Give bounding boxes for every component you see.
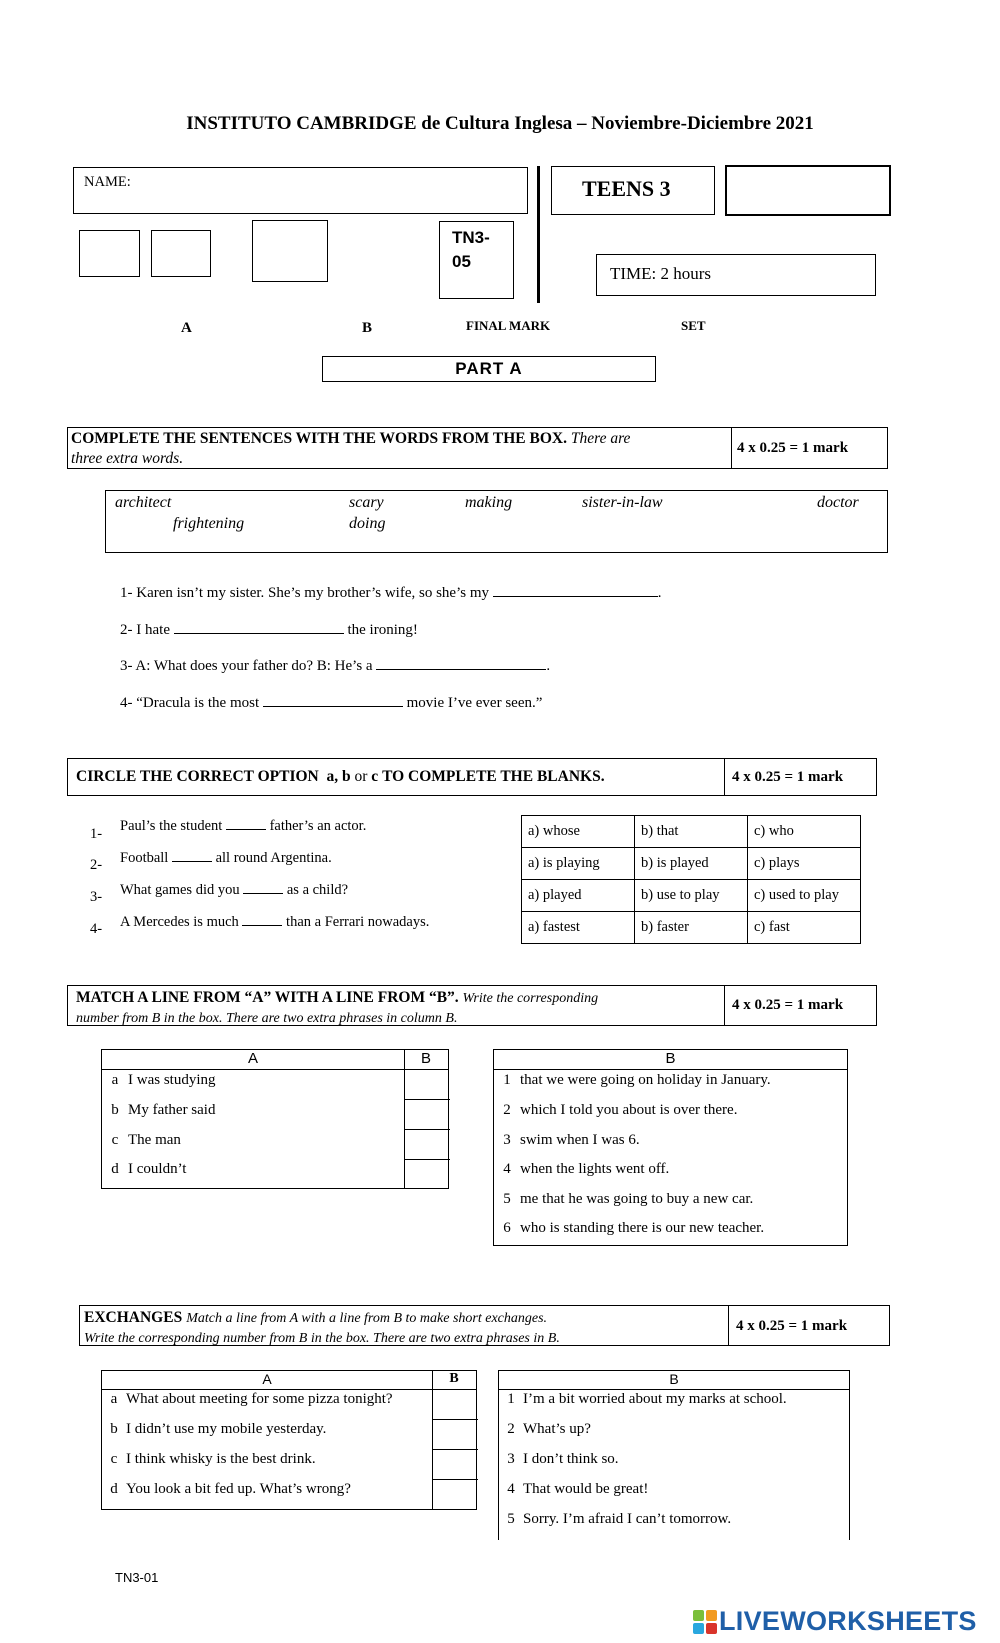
list-item: c I think whisky is the best drink. <box>110 1451 316 1467</box>
word-item: doing <box>349 515 386 532</box>
answer-box[interactable] <box>405 1160 449 1189</box>
label-set: SET <box>681 318 706 333</box>
option-cell[interactable]: a) fastest <box>522 912 635 944</box>
answer-box[interactable] <box>405 1070 449 1099</box>
option-cell[interactable]: b) that <box>635 816 748 848</box>
option-cell[interactable]: c) who <box>748 816 861 848</box>
time-label: TIME: 2 hours <box>610 264 712 283</box>
column-b-header: B <box>665 1050 676 1067</box>
option-cell[interactable]: b) is played <box>635 848 748 880</box>
name-label: NAME: <box>84 174 131 190</box>
question-2: Football all round Argentina. <box>120 850 332 866</box>
section4-instruction: EXCHANGES <box>84 1309 183 1326</box>
question-number: 1- <box>90 826 103 842</box>
section1-instruction-box <box>67 427 888 469</box>
document-title: INSTITUTO CAMBRIDGE de Cultura Inglesa – Noviembre-Diciembre 2021 <box>186 113 814 134</box>
code-line2: 05 <box>452 252 471 271</box>
sentence-3-end: . <box>546 658 551 674</box>
list-item: 5 me that he was going to buy a new car. <box>503 1191 754 1207</box>
list-item: 3 swim when I was 6. <box>503 1132 640 1148</box>
question-1: Paul’s the student father’s an actor. <box>120 818 367 834</box>
question-blank <box>243 883 283 894</box>
sentence-1 <box>120 584 662 602</box>
code-line1: TN3- <box>452 228 490 247</box>
answer-box[interactable] <box>433 1480 477 1509</box>
question-number: 4- <box>90 921 103 937</box>
question-number: 3- <box>90 889 103 905</box>
list-item: d I couldn’t <box>111 1161 187 1177</box>
answer-box[interactable] <box>405 1100 449 1129</box>
level-label: TEENS 3 <box>582 176 671 201</box>
label-a: A <box>181 320 192 336</box>
code-box <box>439 221 514 299</box>
answer-blank-2[interactable] <box>174 621 344 634</box>
section1-instruction: COMPLETE THE SENTENCES WITH THE WORDS FROM THE BOX. <box>71 430 567 447</box>
option-cell[interactable]: c) plays <box>748 848 861 880</box>
section4-instruction-note-1: Match a line from A with a line from B to make short exchanges. <box>186 1311 548 1326</box>
sentence-2 <box>120 621 418 639</box>
option-cell[interactable]: c) fast <box>748 912 861 944</box>
section3-instruction: MATCH A LINE FROM “A” WITH A LINE FROM “B”. <box>76 989 459 1006</box>
word-item: frightening <box>173 515 245 532</box>
list-item: 2 What’s up? <box>507 1421 591 1437</box>
answer-blank-3[interactable] <box>376 657 546 670</box>
answer-box[interactable] <box>433 1390 477 1419</box>
sentence-2-end: the ironing! <box>347 622 418 638</box>
word-item: sister-in-law <box>582 494 663 511</box>
column-a-header: A <box>247 1050 258 1067</box>
answer-box[interactable] <box>405 1130 449 1159</box>
question-4: A Mercedes is much than a Ferrari nowadays. <box>120 914 430 930</box>
list-item: a What about meeting for some pizza tonight? <box>110 1391 393 1407</box>
exchange-column-b <box>498 1370 850 1540</box>
option-cell[interactable]: c) used to play <box>748 880 861 912</box>
footer-code: TN3-01 <box>115 1570 159 1585</box>
section4-instruction-note-2: Write the corresponding number from B in the box. There are two extra phrases in B. <box>84 1331 560 1346</box>
label-final-mark: FINAL MARK <box>466 318 551 333</box>
sentence-3 <box>120 657 550 675</box>
answer-blank-1[interactable] <box>493 584 658 597</box>
question-blank <box>172 851 212 862</box>
list-item: 2 which I told you about is over there. <box>503 1102 738 1118</box>
section3-instruction-note-1: Write the corresponding <box>462 991 599 1006</box>
match-column-b <box>493 1049 848 1246</box>
list-item: 1 that we were going on holiday in January. <box>503 1072 771 1088</box>
sentence-2-text: 2- I hate <box>120 622 170 638</box>
section4-mark: 4 x 0.25 = 1 mark <box>736 1318 848 1334</box>
section3-instruction-box <box>67 985 877 1026</box>
answer-box[interactable] <box>433 1450 477 1479</box>
mark-box-b[interactable] <box>252 220 328 282</box>
section4-instruction-box <box>79 1305 890 1346</box>
option-cell[interactable]: b) faster <box>635 912 748 944</box>
list-item: 6 who is standing there is our new teacher. <box>503 1220 765 1236</box>
list-item: 3 I don’t think so. <box>507 1451 619 1467</box>
exchange-column-a <box>101 1370 477 1510</box>
answer-blank-4[interactable] <box>263 694 403 707</box>
word-item: scary <box>349 494 384 511</box>
section1-instruction-note-1: There are <box>570 430 631 447</box>
question-blank <box>226 819 266 830</box>
logo-icon <box>693 1610 717 1634</box>
sentence-4 <box>120 694 542 712</box>
list-item: a I was studying <box>111 1072 216 1088</box>
question-3: What games did you as a child? <box>120 882 349 898</box>
part-banner <box>322 356 656 382</box>
list-item: c The man <box>111 1132 181 1148</box>
section2-mark: 4 x 0.25 = 1 mark <box>732 769 844 785</box>
question-number: 2- <box>90 857 103 873</box>
section2-instruction: CIRCLE THE CORRECT OPTION a, b or c TO COMPLETE THE BLANKS. <box>76 768 605 785</box>
list-item: b I didn’t use my mobile yesterday. <box>110 1421 327 1437</box>
section1-instruction-note-2: three extra words. <box>71 450 184 467</box>
set-box[interactable] <box>725 165 891 216</box>
level-box <box>551 166 715 215</box>
list-item: b My father said <box>111 1102 216 1118</box>
section3-instruction-note-2: number from B in the box. There are two extra phrases in column B. <box>76 1011 458 1026</box>
name-field-box[interactable] <box>73 167 528 214</box>
option-cell[interactable]: b) use to play <box>635 880 748 912</box>
header-divider <box>537 166 540 303</box>
options-table <box>521 815 861 944</box>
section2-instruction-box <box>67 758 877 796</box>
sentence-4-end: movie I’ve ever seen.” <box>406 695 543 711</box>
option-cell[interactable]: a) whose <box>522 816 635 848</box>
list-item: 1 I’m a bit worried about my marks at school. <box>507 1391 787 1407</box>
list-item: 5 Sorry. I’m afraid I can’t tomorrow. <box>507 1511 732 1527</box>
part-label: PART A <box>455 359 523 378</box>
answer-box[interactable] <box>433 1420 477 1449</box>
word-item: doctor <box>817 494 859 511</box>
label-b: B <box>362 320 373 336</box>
logo-text: LIVEWORKSHEETS <box>719 1606 977 1636</box>
column-b-header: B <box>449 1371 459 1386</box>
mark-box-a1[interactable] <box>79 230 140 277</box>
list-item: d You look a bit fed up. What’s wrong? <box>110 1481 351 1497</box>
column-a-header: A <box>262 1371 272 1387</box>
list-item: 4 That would be great! <box>507 1481 649 1497</box>
column-b-header: B <box>669 1371 679 1387</box>
list-item: 4 when the lights went off. <box>503 1161 670 1177</box>
sentence-1-end: . <box>657 585 662 601</box>
option-cell[interactable]: a) is playing <box>522 848 635 880</box>
mark-box-a2[interactable] <box>151 230 211 277</box>
sentence-3-text: 3- A: What does your father do? B: He’s a <box>120 658 373 674</box>
sentence-4-text: 4- “Dracula is the most <box>120 695 260 711</box>
option-cell[interactable]: a) played <box>522 880 635 912</box>
time-box <box>596 254 876 296</box>
word-box <box>105 490 888 553</box>
word-item: architect <box>115 494 172 511</box>
section1-mark: 4 x 0.25 = 1 mark <box>737 440 849 456</box>
match-column-a <box>101 1049 449 1189</box>
question-blank <box>242 915 282 926</box>
section3-mark: 4 x 0.25 = 1 mark <box>732 997 844 1013</box>
column-b-header: B <box>420 1050 431 1067</box>
sentence-1-text: 1- Karen isn’t my sister. She’s my brother’s wife, so she’s my <box>120 585 489 601</box>
word-item: making <box>465 494 513 511</box>
